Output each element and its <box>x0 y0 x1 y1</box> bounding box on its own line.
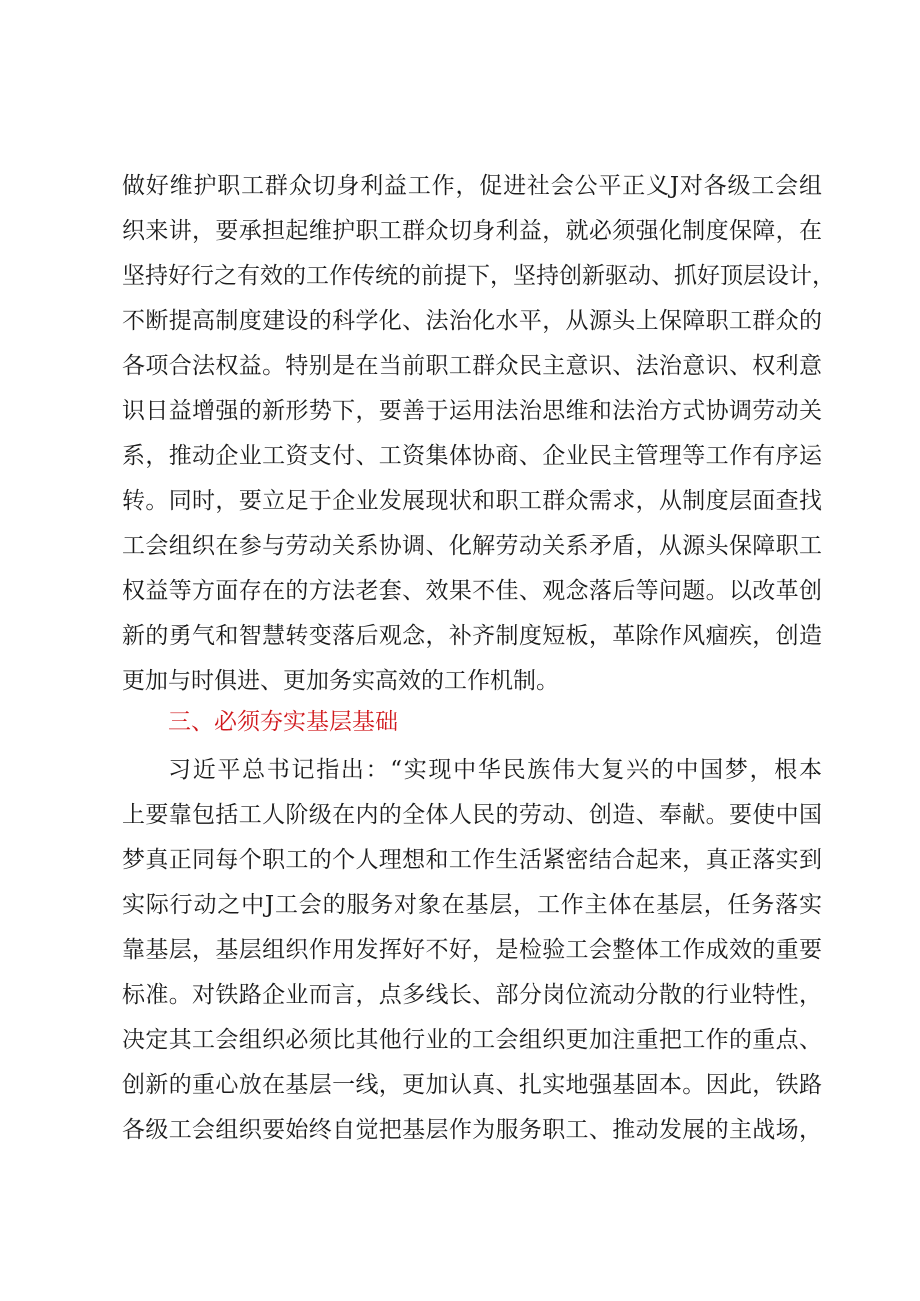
text-line: 创新的重心放在基层一线，更加认真、扎实地强基固本。因此，铁路 <box>122 1072 822 1098</box>
text-line: 系，推动企业工资支付、工资集体协商、企业民主管理等工作有序运 <box>122 443 822 469</box>
text-line: 权益等方面存在的方法老套、效果不佳、观念落后等问题。以改革创 <box>122 578 822 604</box>
text-line: 习近平总书记指出：“实现中华民族伟大复兴的中国梦，根本 <box>168 757 822 783</box>
paragraph-2 <box>122 748 822 1153</box>
text-line: 识日益增强的新形势下，要善于运用法治思维和法治方式协调劳动关 <box>122 398 822 424</box>
text-line: 织来讲，要承担起维护职工群众切身利益，就必须强化制度保障，在 <box>122 218 822 244</box>
text-line: 梦真正同每个职工的个人理想和工作生活紧密结合起来，真正落实到 <box>122 847 822 873</box>
text-line: 转。同时，要立足于企业发展现状和职工群众需求，从制度层面查找 <box>122 488 822 514</box>
text-line: 靠基层，基层组织作用发挥好不好，是检验工会整体工作成效的重要 <box>122 937 822 963</box>
text-line: 新的勇气和智慧转变落后观念，补齐制度短板，革除作风痼疾，创造 <box>122 623 822 649</box>
section-heading: 三、必须夯实基层基础 <box>168 709 398 735</box>
text-line: 各级工会组织要始终自觉把基层作为服务职工、推动发展的主战场， <box>122 1117 822 1143</box>
text-line: 实际行动之中J工会的服务对象在基层，工作主体在基层，任务落实 <box>122 892 822 918</box>
text-line: 坚持好行之有效的工作传统的前提下，坚持创新驱动、抓好顶层设计， <box>122 263 835 289</box>
text-line: 更加与时俱进、更加务实高效的工作机制。 <box>122 668 559 694</box>
text-line: 做好维护职工群众切身利益工作，促进社会公平正义J对各级工会组 <box>122 173 822 199</box>
text-line: 上要靠包括工人阶级在内的全体人民的劳动、创造、奉献。要使中国 <box>122 802 822 828</box>
text-line: 不断提高制度建设的科学化、法治化水平，从源头上保障职工群众的 <box>122 308 822 334</box>
paragraph-1 <box>122 164 835 704</box>
text-line: 决定其工会组织必须比其他行业的工会组织更加注重把工作的重点、 <box>122 1027 822 1053</box>
text-line: 工会组织在参与劳动关系协调、化解劳动关系矛盾，从源头保障职工 <box>122 533 822 559</box>
text-line: 各项合法权益。特别是在当前职工群众民主意识、法治意识、权利意 <box>122 353 822 379</box>
text-line: 标准。对铁路企业而言，点多线长、部分岗位流动分散的行业特性， <box>122 982 822 1008</box>
